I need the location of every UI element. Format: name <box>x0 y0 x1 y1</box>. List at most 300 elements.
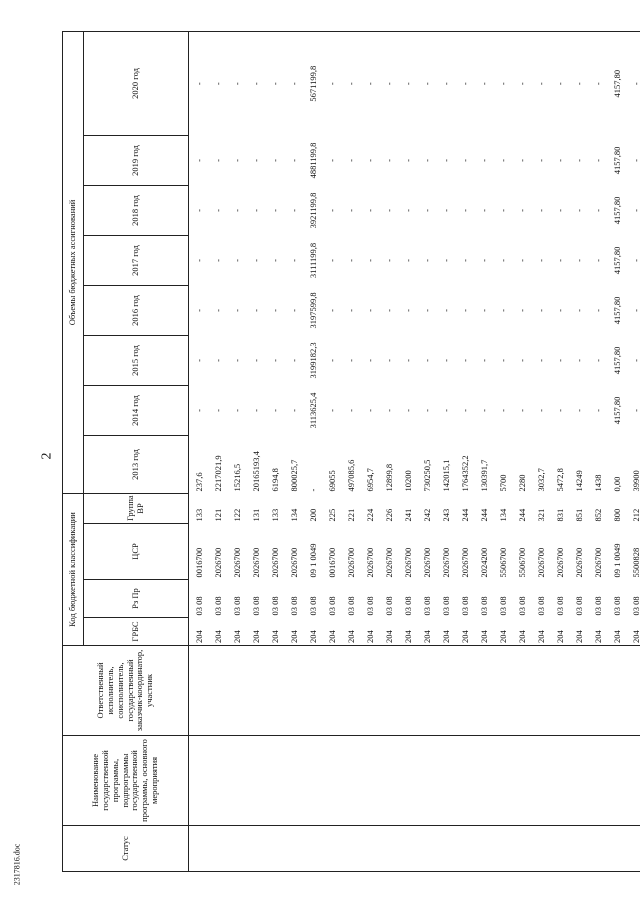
year-value-cell: 3111199,8 <box>307 242 318 279</box>
year-value-cell: - <box>288 159 299 162</box>
grbs-cell: 204 <box>497 630 508 643</box>
year-value-cell: - <box>288 309 299 312</box>
rzpr-cell: 03 08 <box>364 596 375 616</box>
header-budget-code: Код бюджетной классификации <box>63 493 84 645</box>
year-value-cell: - <box>421 159 432 162</box>
year-value-cell: - <box>516 359 527 362</box>
year-value-cell: - <box>250 209 261 212</box>
year-value-cell: - <box>440 209 451 212</box>
year-value-cell: - <box>421 259 432 262</box>
header-program-name: Наименование государственной программы, подпрограммы государственной программы, основного мероприятия <box>63 736 189 826</box>
year-value-cell: - <box>440 159 451 162</box>
header-year-2020: 2020 год <box>84 31 189 135</box>
year-value-cell: 39900 <box>630 470 640 492</box>
year-value-cell: 5671199,8 <box>307 65 318 102</box>
year-value-cell: - <box>345 309 356 312</box>
vr-cell: 212 <box>630 508 640 522</box>
grbs-cell: 204 <box>307 630 318 643</box>
year-value-cell: - <box>535 309 546 312</box>
year-value-cell: 4157,80 <box>611 396 622 425</box>
vr-cell: 122 <box>231 508 242 522</box>
csr-cell: 2026700 <box>535 547 546 578</box>
year-value-cell: 497085,6 <box>345 459 356 492</box>
year-value-cell: - <box>630 309 640 312</box>
year-value-cell: - <box>345 82 356 86</box>
year-value-cell: 3921199,8 <box>307 192 318 229</box>
year-value-cell: - <box>269 259 280 262</box>
year-value-cell: - <box>516 409 527 412</box>
year-value-cell: - <box>193 309 204 312</box>
table-row <box>189 31 209 871</box>
year-value-cell: - <box>478 209 489 212</box>
year-value-cell: - <box>383 82 394 86</box>
year-value-cell: 4157,80 <box>611 246 622 275</box>
csr-cell: 2026700 <box>231 547 242 578</box>
rzpr-cell: 03 08 <box>630 596 640 616</box>
vr-cell: 244 <box>478 508 489 522</box>
year-value-cell: 4157,80 <box>611 69 622 98</box>
year-value-cell: - <box>402 309 413 312</box>
year-value-cell: - <box>269 409 280 412</box>
csr-cell: 2026700 <box>345 547 356 578</box>
csr-cell: 5506700 <box>516 547 527 578</box>
rzpr-cell: 03 08 <box>554 596 565 616</box>
rzpr-cell: 03 08 <box>478 596 489 616</box>
header-rzpr: Рз Пр <box>84 580 189 618</box>
year-value-cell: - <box>554 409 565 412</box>
rzpr-cell: 03 08 <box>535 596 546 616</box>
year-value-cell: - <box>250 359 261 362</box>
year-value-cell: 2217021,9 <box>212 455 223 492</box>
year-value-cell: - <box>402 209 413 212</box>
grbs-cell: 204 <box>611 630 622 643</box>
year-value-cell: - <box>630 409 640 412</box>
year-value-cell: - <box>630 359 640 362</box>
rzpr-cell: 03 08 <box>440 596 451 616</box>
year-value-cell: - <box>345 359 356 362</box>
vr-cell: 134 <box>288 508 299 522</box>
header-year-2016: 2016 год <box>84 285 189 335</box>
rzpr-cell: 03 08 <box>497 596 508 616</box>
year-value-cell: - <box>421 409 432 412</box>
year-value-cell: - <box>592 309 603 312</box>
rzpr-cell: 03 08 <box>231 596 242 616</box>
year-value-cell: - <box>231 259 242 262</box>
year-value-cell: 4157,80 <box>611 146 622 175</box>
year-value-cell: - <box>516 82 527 86</box>
year-value-cell: - <box>212 82 223 86</box>
year-value-cell: - <box>212 259 223 262</box>
grbs-cell: 204 <box>573 630 584 643</box>
csr-cell: 2026700 <box>212 547 223 578</box>
year-value-cell: 4157,80 <box>611 346 622 375</box>
year-value-cell: - <box>535 209 546 212</box>
grbs-cell: 204 <box>630 630 640 643</box>
year-value-cell: - <box>288 409 299 412</box>
year-value-cell: - <box>573 209 584 212</box>
year-value-cell: - <box>554 82 565 86</box>
vr-cell: 831 <box>554 508 565 522</box>
year-value-cell: - <box>554 259 565 262</box>
year-value-cell: - <box>535 82 546 86</box>
year-value-cell: - <box>383 259 394 262</box>
year-value-cell: - <box>364 259 375 262</box>
year-value-cell: - <box>326 159 337 162</box>
csr-cell: 0016700 <box>193 547 204 578</box>
year-value-cell: - <box>478 159 489 162</box>
year-value-cell: - <box>250 409 261 412</box>
year-value-cell: - <box>592 82 603 86</box>
year-value-cell: - <box>193 409 204 412</box>
year-value-cell: - <box>364 309 375 312</box>
year-value-cell: 130391,7 <box>478 459 489 492</box>
year-value-cell: - <box>364 359 375 362</box>
rzpr-cell: 03 08 <box>516 596 527 616</box>
year-value-cell: 20165193,4 <box>250 451 261 492</box>
grbs-cell: 204 <box>554 630 565 643</box>
year-value-cell: 1764352,2 <box>459 455 470 492</box>
year-value-cell: - <box>478 82 489 86</box>
year-value-cell: - <box>535 359 546 362</box>
year-value-cell: - <box>364 82 375 86</box>
year-value-cell: - <box>212 409 223 412</box>
csr-cell: 2026700 <box>250 547 261 578</box>
grbs-cell: 204 <box>421 630 432 643</box>
rzpr-cell: 03 08 <box>307 596 318 616</box>
csr-cell: 5500828 <box>630 547 640 578</box>
header-year-2019: 2019 год <box>84 135 189 185</box>
grbs-cell: 204 <box>592 630 603 643</box>
year-value-cell: - <box>231 159 242 162</box>
year-value-cell: - <box>478 359 489 362</box>
year-value-cell: - <box>326 409 337 412</box>
rzpr-cell: 03 08 <box>383 596 394 616</box>
year-value-cell: - <box>573 309 584 312</box>
year-value-cell: - <box>630 159 640 162</box>
year-value-cell: - <box>459 359 470 362</box>
year-value-cell: - <box>364 159 375 162</box>
year-value-cell: - <box>193 259 204 262</box>
year-value-cell: - <box>231 409 242 412</box>
year-value-cell: - <box>592 359 603 362</box>
year-value-cell: - <box>212 159 223 162</box>
year-value-cell: - <box>269 309 280 312</box>
year-value-cell: - <box>535 259 546 262</box>
year-value-cell: 4157,80 <box>611 196 622 225</box>
grbs-cell: 204 <box>364 630 375 643</box>
year-value-cell: 5472,8 <box>554 468 565 492</box>
rzpr-cell: 03 08 <box>345 596 356 616</box>
csr-cell: 09 1 0049 <box>307 543 318 578</box>
header-year-2014: 2014 год <box>84 385 189 435</box>
vr-cell: 225 <box>326 508 337 522</box>
year-value-cell: - <box>383 209 394 212</box>
year-value-cell: - <box>459 159 470 162</box>
year-value-cell: - <box>269 359 280 362</box>
year-value-cell: - <box>421 82 432 86</box>
year-value-cell: - <box>364 409 375 412</box>
csr-cell: 2024200 <box>478 547 489 578</box>
year-value-cell: - <box>459 409 470 412</box>
vr-cell: 200 <box>307 508 318 522</box>
csr-cell: 2026700 <box>592 547 603 578</box>
vr-cell: 226 <box>383 508 394 522</box>
year-value-cell: - <box>459 309 470 312</box>
table-body <box>189 31 640 871</box>
year-value-cell: - <box>497 309 508 312</box>
header-year-2018: 2018 год <box>84 185 189 235</box>
year-value-cell: - <box>269 159 280 162</box>
year-value-cell: - <box>421 309 432 312</box>
grbs-cell: 204 <box>212 630 223 643</box>
year-value-cell: - <box>326 359 337 362</box>
year-value-cell: - <box>250 259 261 262</box>
rzpr-cell: 03 08 <box>193 596 204 616</box>
year-value-cell: 3113625,4 <box>307 392 318 429</box>
csr-cell: 2026700 <box>383 547 394 578</box>
year-value-cell: - <box>231 309 242 312</box>
year-value-cell: - <box>440 259 451 262</box>
year-value-cell: - <box>592 409 603 412</box>
year-value-cell: 4881199,8 <box>307 142 318 179</box>
header-csr: ЦСР <box>84 524 189 580</box>
year-value-cell: - <box>326 259 337 262</box>
year-value-cell: - <box>288 359 299 362</box>
budget-table <box>62 31 640 872</box>
year-value-cell: - <box>212 209 223 212</box>
grbs-cell: 204 <box>345 630 356 643</box>
year-value-cell: - <box>573 359 584 362</box>
grbs-cell: 204 <box>459 630 470 643</box>
csr-cell: 2026700 <box>402 547 413 578</box>
year-value-cell: 142015,1 <box>440 459 451 492</box>
year-value-cell: - <box>630 259 640 262</box>
grbs-cell: 204 <box>402 630 413 643</box>
year-value-cell: - <box>535 409 546 412</box>
year-value-cell: - <box>497 209 508 212</box>
grbs-cell: 204 <box>383 630 394 643</box>
year-value-cell: - <box>402 359 413 362</box>
vr-cell: 131 <box>250 508 261 522</box>
year-value-cell: - <box>497 409 508 412</box>
year-value-cell: - <box>497 359 508 362</box>
year-value-cell: 5700 <box>497 474 508 492</box>
year-value-cell: - <box>193 209 204 212</box>
grbs-cell: 204 <box>478 630 489 643</box>
rzpr-cell: 03 08 <box>459 596 470 616</box>
year-value-cell: 3197599,8 <box>307 292 318 329</box>
year-value-cell: - <box>288 82 299 86</box>
year-value-cell: - <box>212 309 223 312</box>
year-value-cell: - <box>516 159 527 162</box>
year-value-cell: - <box>193 82 204 86</box>
year-value-cell: - <box>231 359 242 362</box>
year-value-cell: 10200 <box>402 470 413 492</box>
csr-cell: 2026700 <box>364 547 375 578</box>
year-value-cell: - <box>554 209 565 212</box>
year-value-cell: - <box>516 209 527 212</box>
csr-cell: 2026700 <box>288 547 299 578</box>
year-value-cell: - <box>193 159 204 162</box>
vr-cell: 244 <box>516 508 527 522</box>
year-value-cell: - <box>573 159 584 162</box>
year-value-cell: - <box>440 359 451 362</box>
year-value-cell: - <box>478 259 489 262</box>
year-value-cell: - <box>573 82 584 86</box>
year-value-cell: - <box>592 259 603 262</box>
executor-cell <box>189 646 640 736</box>
year-value-cell: - <box>459 259 470 262</box>
grbs-cell: 204 <box>269 630 280 643</box>
year-value-cell: 4157,80 <box>611 296 622 325</box>
year-value-cell: - <box>459 209 470 212</box>
header-year-2015: 2015 год <box>84 335 189 385</box>
header-status: Статус <box>63 826 189 872</box>
year-value-cell: 3199182,3 <box>307 342 318 379</box>
vr-cell: 852 <box>592 508 603 522</box>
header-vr: Группа ВР <box>84 493 189 523</box>
year-value-cell: - <box>250 309 261 312</box>
year-value-cell: - <box>326 82 337 86</box>
year-value-cell: - <box>383 159 394 162</box>
rzpr-cell: 03 08 <box>573 596 584 616</box>
rzpr-cell: 03 08 <box>269 596 280 616</box>
year-value-cell: - <box>345 209 356 212</box>
year-value-cell: - <box>421 209 432 212</box>
program-name-cell <box>189 736 640 826</box>
year-value-cell: 3032,7 <box>535 468 546 492</box>
year-value-cell: 14249 <box>573 470 584 492</box>
year-value-cell: - <box>383 359 394 362</box>
year-value-cell: - <box>231 82 242 86</box>
header-budget-volumes: Объемы бюджетных ассигнований <box>63 31 84 493</box>
year-value-cell: - <box>497 159 508 162</box>
vr-cell: 121 <box>212 508 223 522</box>
year-value-cell: 15216,5 <box>231 463 242 492</box>
year-value-cell: - <box>345 409 356 412</box>
grbs-cell: 204 <box>440 630 451 643</box>
year-value-cell: - <box>440 409 451 412</box>
year-value-cell: - <box>250 82 261 86</box>
year-value-cell: - <box>459 82 470 86</box>
year-value-cell: - <box>478 409 489 412</box>
rzpr-cell: 03 08 <box>611 596 622 616</box>
header-year-2013: 2013 год <box>84 435 189 493</box>
year-value-cell: - <box>193 359 204 362</box>
year-value-cell: - <box>630 209 640 212</box>
year-value-cell: - <box>402 82 413 86</box>
header-year-2017: 2017 год <box>84 235 189 285</box>
grbs-cell: 204 <box>516 630 527 643</box>
year-value-cell: - <box>250 159 261 162</box>
year-value-cell: - <box>326 309 337 312</box>
csr-cell: 2026700 <box>440 547 451 578</box>
vr-cell: 133 <box>193 508 204 522</box>
year-value-cell: - <box>383 409 394 412</box>
year-value-cell: - <box>288 259 299 262</box>
rzpr-cell: 03 08 <box>421 596 432 616</box>
year-value-cell: - <box>592 159 603 162</box>
vr-cell: 133 <box>269 508 280 522</box>
year-value-cell: 6194,8 <box>269 468 280 492</box>
vr-cell: 134 <box>497 508 508 522</box>
year-value-cell: 12899,8 <box>383 463 394 492</box>
year-value-cell: - <box>554 159 565 162</box>
year-value-cell: 0,00 <box>611 476 622 492</box>
year-value-cell: - <box>402 259 413 262</box>
rzpr-cell: 03 08 <box>402 596 413 616</box>
grbs-cell: 204 <box>250 630 261 643</box>
rzpr-cell: 03 08 <box>326 596 337 616</box>
year-value-cell: - <box>402 409 413 412</box>
year-value-cell: - <box>269 82 280 86</box>
grbs-cell: 204 <box>535 630 546 643</box>
csr-cell: 2026700 <box>459 547 470 578</box>
rzpr-cell: 03 08 <box>288 596 299 616</box>
year-value-cell: 69055 <box>326 470 337 492</box>
year-value-cell: - <box>516 259 527 262</box>
csr-cell: 2026700 <box>269 547 280 578</box>
rzpr-cell: 03 08 <box>592 596 603 616</box>
year-value-cell: - <box>573 409 584 412</box>
vr-cell: 242 <box>421 508 432 522</box>
vr-cell: 224 <box>364 508 375 522</box>
header-grbs: ГРБС <box>84 618 189 646</box>
year-value-cell: - <box>269 209 280 212</box>
rzpr-cell: 03 08 <box>212 596 223 616</box>
year-value-cell: 6954,7 <box>364 468 375 492</box>
year-value-cell: - <box>421 359 432 362</box>
year-value-cell: - <box>383 309 394 312</box>
year-value-cell: - <box>402 159 413 162</box>
year-value-cell: - <box>535 159 546 162</box>
year-value-cell: - <box>345 159 356 162</box>
year-value-cell: - <box>345 259 356 262</box>
page-number: 2 <box>39 452 55 460</box>
header-executor: Ответственный исполнитель, соисполнитель, государственный заказчик-координатор, участник <box>63 646 189 736</box>
year-value-cell: - <box>497 259 508 262</box>
year-value-cell: 800025,7 <box>288 459 299 492</box>
vr-cell: 851 <box>573 508 584 522</box>
year-value-cell: - <box>630 82 640 86</box>
vr-cell: 243 <box>440 508 451 522</box>
csr-cell: 5506700 <box>497 547 508 578</box>
year-value-cell: - <box>440 82 451 86</box>
grbs-cell: 204 <box>326 630 337 643</box>
grbs-cell: 204 <box>231 630 242 643</box>
csr-cell: 2026700 <box>573 547 584 578</box>
vr-cell: 244 <box>459 508 470 522</box>
year-value-cell: - <box>212 359 223 362</box>
year-value-cell: - <box>497 82 508 86</box>
year-value-cell: 2280 <box>516 474 527 492</box>
vr-cell: 241 <box>402 508 413 522</box>
year-value-cell: - <box>516 309 527 312</box>
year-value-cell: - <box>592 209 603 212</box>
grbs-cell: 204 <box>288 630 299 643</box>
year-value-cell: - <box>364 209 375 212</box>
status-cell <box>189 826 640 872</box>
year-value-cell: - <box>326 209 337 212</box>
vr-cell: 800 <box>611 508 622 522</box>
year-value-cell: - <box>554 309 565 312</box>
year-value-cell: - <box>231 209 242 212</box>
year-value-cell: - <box>478 309 489 312</box>
grbs-cell: 204 <box>193 630 204 643</box>
year-value-cell: 237,6 <box>193 472 204 492</box>
year-value-cell: - <box>554 359 565 362</box>
csr-cell: 2026700 <box>554 547 565 578</box>
